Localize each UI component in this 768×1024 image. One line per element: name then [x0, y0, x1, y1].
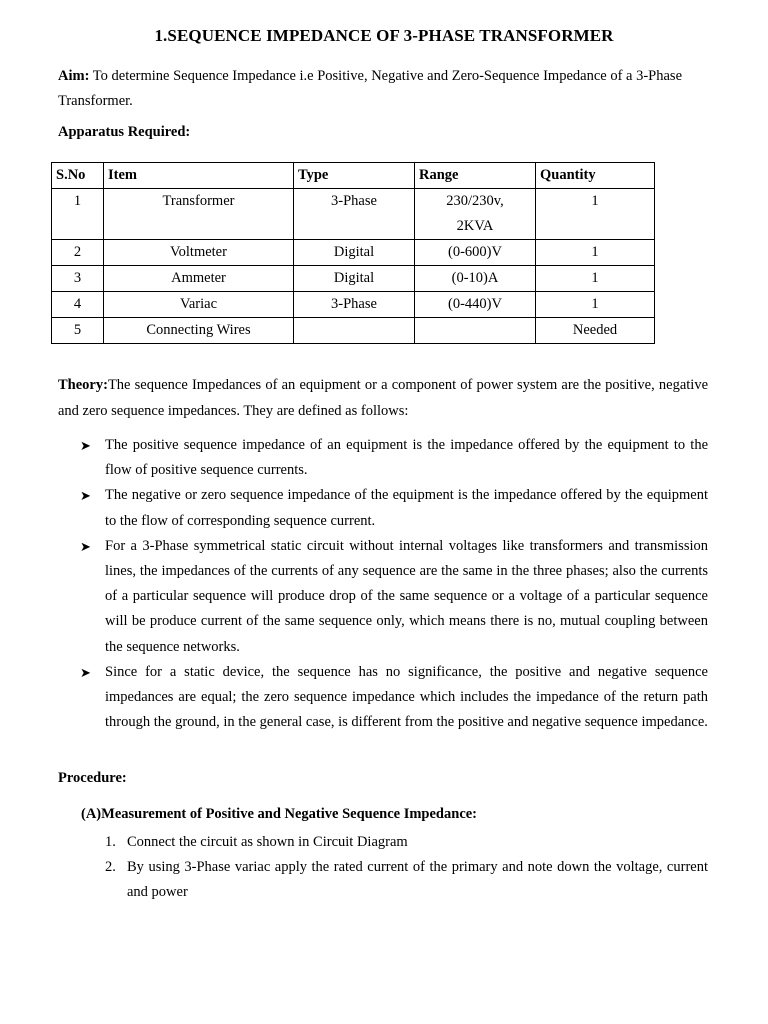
- cell-quantity: Needed: [536, 318, 655, 344]
- cell-item: Connecting Wires: [104, 318, 294, 344]
- cell-range: (0-600)V: [415, 240, 536, 266]
- table-row: [52, 318, 655, 344]
- header-range: Range: [415, 163, 536, 189]
- arrow-bullet-icon: ➤: [80, 438, 91, 453]
- cell-quantity: 1: [536, 189, 655, 240]
- arrow-bullet-icon: ➤: [80, 538, 91, 554]
- theory-label: Theory:: [58, 377, 108, 393]
- cell-range: 230/230v, 2KVA: [415, 189, 536, 240]
- table-row: [52, 292, 655, 318]
- cell-type: Digital: [294, 240, 415, 266]
- header-quantity: Quantity: [536, 163, 655, 189]
- procedure-heading: Procedure:: [58, 770, 127, 786]
- theory-points-list: [80, 433, 708, 735]
- cell-type: [294, 318, 415, 344]
- arrow-bullet-icon: ➤: [80, 664, 91, 680]
- apparatus-table: [51, 162, 655, 344]
- table-header-row: [52, 163, 655, 189]
- cell-item: Transformer: [104, 189, 294, 240]
- list-item: [80, 660, 708, 736]
- cell-type: 3-Phase: [294, 292, 415, 318]
- cell-type: 3-Phase: [294, 189, 415, 240]
- table-row: [52, 240, 655, 266]
- header-sno: S.No: [52, 163, 104, 189]
- aim-label: Aim:: [58, 68, 90, 84]
- cell-quantity: 1: [536, 292, 655, 318]
- apparatus-heading: Apparatus Required:: [58, 124, 191, 140]
- procedure-a-heading: [81, 806, 477, 823]
- aim-text: To determine Sequence Impedance i.e Positive, Negative and Zero-Sequence Impedance of a 3-Phase Transformer.: [58, 68, 683, 109]
- list-item: [80, 433, 708, 483]
- list-item: [80, 534, 708, 660]
- theory-point-text: The negative or zero sequence impedance of the equipment is the impedance offered by the equipment to the flow of corresponding sequence current.: [105, 487, 708, 529]
- header-type: Type: [294, 163, 415, 189]
- cell-range: (0-10)A: [415, 266, 536, 292]
- table-row: [52, 189, 655, 240]
- header-item: Item: [104, 163, 294, 189]
- cell-sno: 3: [52, 266, 104, 292]
- theory-paragraph: [58, 373, 708, 424]
- cell-quantity: 1: [536, 240, 655, 266]
- table-row: [52, 266, 655, 292]
- list-item: [105, 855, 708, 905]
- page-title: 1.SEQUENCE IMPEDANCE OF 3-PHASE TRANSFORMER: [154, 26, 614, 45]
- list-item: [105, 830, 708, 855]
- theory-point-text: For a 3-Phase symmetrical static circuit without internal voltages like transformers and transmission lines, the impedances of the currents of any sequence are the same in the three phases; also the currents of a particular sequence will produce drop of the same sequence or a voltage of a particular sequence will be produce current of the same sequence only, which means there is no, mutual coupling between the sequence networks.: [105, 537, 708, 655]
- step-number: 1.: [105, 834, 116, 850]
- cell-type: Digital: [294, 266, 415, 292]
- procedure-a-title: Measurement of Positive and Negative Sequence Impedance:: [101, 806, 478, 822]
- theory-point-text: The positive sequence impedance of an equipment is the impedance offered by the equipment to the flow of positive sequence currents.: [105, 437, 708, 479]
- cell-sno: 4: [52, 292, 104, 318]
- step-number: 2.: [105, 859, 116, 876]
- cell-range: (0-440)V: [415, 292, 536, 318]
- cell-item: Voltmeter: [104, 240, 294, 266]
- cell-quantity: 1: [536, 266, 655, 292]
- step-text: Connect the circuit as shown in Circuit Diagram: [127, 834, 408, 850]
- cell-range: [415, 318, 536, 344]
- theory-text: The sequence Impedances of an equipment or a component of power system are the positive, negative and zero sequence impedances. They are defined as follows:: [58, 377, 708, 419]
- cell-sno: 5: [52, 318, 104, 344]
- cell-item: Ammeter: [104, 266, 294, 292]
- cell-item: Variac: [104, 292, 294, 318]
- list-item: [80, 483, 708, 533]
- procedure-a-label: (A): [81, 806, 102, 822]
- cell-sno: 2: [52, 240, 104, 266]
- step-text: By using 3-Phase variac apply the rated current of the primary and note down the voltage, current and power: [127, 859, 708, 901]
- theory-point-text: Since for a static device, the sequence has no significance, the positive and negative sequence impedances are equal; the zero sequence impedance which includes the impedance of the return path through the ground, in the general case, is different from the positive and negative sequence impedance.: [105, 663, 708, 731]
- procedure-steps-list: [105, 830, 708, 906]
- aim-paragraph: [58, 64, 710, 114]
- cell-sno: 1: [52, 189, 104, 240]
- arrow-bullet-icon: ➤: [80, 488, 91, 504]
